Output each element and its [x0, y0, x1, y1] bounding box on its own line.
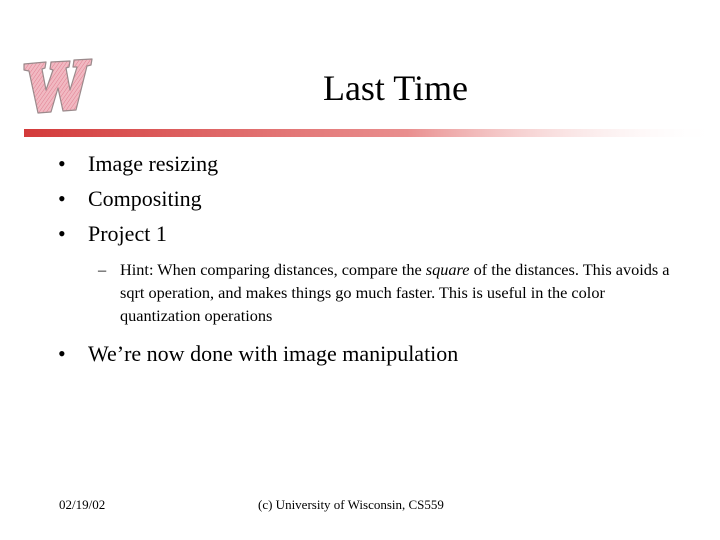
- sub-bullet-text-after: of the distances. This avoids a sqrt operation, and makes things go much faster. This is useful in the color quantization operations: [120, 260, 670, 325]
- sub-bullet-text: [120, 260, 670, 325]
- bullet-marker: •: [58, 221, 66, 246]
- footer-date: 02/19/02: [59, 497, 106, 512]
- bullet-item: [58, 146, 678, 181]
- bullet-item: [58, 181, 678, 216]
- title-divider-rule: [24, 129, 720, 137]
- bullet-marker: •: [58, 186, 66, 211]
- sub-bullet-emphasis: square: [425, 260, 470, 279]
- bullet-marker: •: [58, 151, 66, 176]
- bullet-marker: •: [58, 341, 66, 366]
- bullet-text: Image resizing: [88, 151, 219, 176]
- sub-bullet-item: [98, 258, 680, 327]
- bullet-text: Project 1: [88, 221, 167, 246]
- bullet-text: Compositing: [88, 186, 202, 211]
- footer-copyright: (c) University of Wisconsin, CS559: [258, 497, 444, 512]
- bullet-item: [58, 216, 678, 251]
- slide-title: Last Time: [322, 68, 468, 108]
- sub-bullet-marker: –: [98, 260, 107, 279]
- slide-content: [58, 146, 678, 371]
- bullet-item: [58, 336, 678, 371]
- bullet-text: We’re now done with image manipulation: [88, 341, 459, 366]
- wisconsin-w-logo-icon: [20, 50, 94, 122]
- sub-bullet-text-before: Hint: When comparing distances, compare the: [120, 260, 426, 279]
